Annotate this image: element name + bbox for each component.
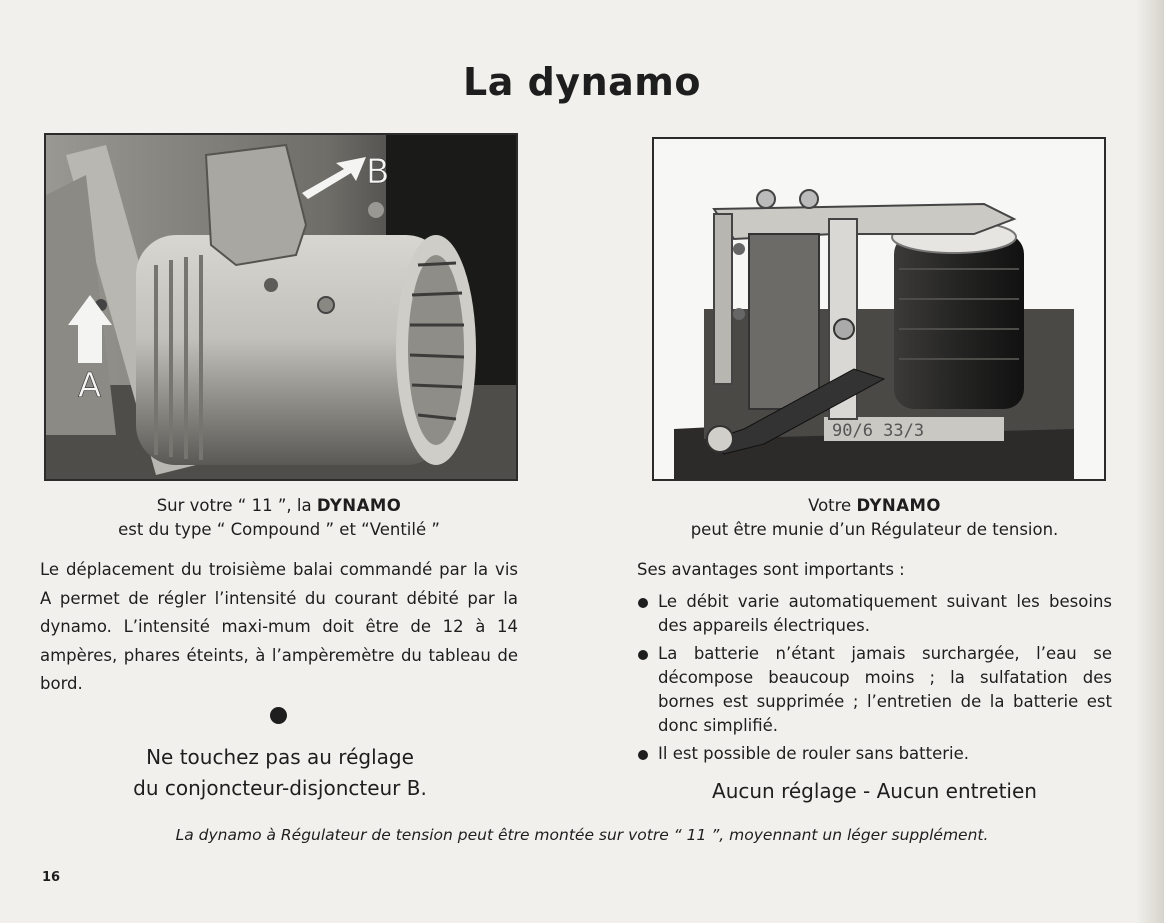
advantage-text: La batterie n’étant jamais surchargée, l’eau se décompose beaucoup moins ; la sulfatation des bornes est supprimée ; l’entretien de la batterie est donc simplifié. xyxy=(658,644,1112,735)
plate-marking: 90/6 33/3 xyxy=(832,421,925,441)
regulator-caption-intro: Votre xyxy=(808,496,857,515)
list-item xyxy=(637,590,1112,638)
regulator-illustration xyxy=(654,139,1104,479)
dynamo-illustration xyxy=(46,135,516,479)
dynamo-caption-line1 xyxy=(44,494,514,518)
list-item xyxy=(637,742,1112,766)
advantages-list xyxy=(637,590,1112,770)
footnote: La dynamo à Régulateur de tension peut être montée sur votre “ 11 ”, moyennant un léger supplément. xyxy=(175,826,989,844)
photo-label-a: A xyxy=(78,366,102,406)
page-title: La dynamo xyxy=(463,60,701,104)
no-maintenance-note: Aucun réglage - Aucun entretien xyxy=(712,779,1037,803)
bullet-icon xyxy=(638,750,648,760)
separator-dot-icon xyxy=(270,707,287,724)
photo-label-b: B xyxy=(366,152,390,192)
dynamo-description xyxy=(40,556,518,699)
bullet-icon xyxy=(638,598,648,608)
dynamo-photo xyxy=(44,133,518,481)
dynamo-caption-intro: Sur votre “ 11 ”, la xyxy=(156,496,317,515)
bullet-icon xyxy=(638,650,648,660)
regulator-caption-keyword: DYNAMO xyxy=(856,496,941,515)
warning-line2: du conjoncteur-disjoncteur B. xyxy=(133,776,427,800)
regulator-photo xyxy=(652,137,1106,481)
warning-note xyxy=(40,742,520,804)
advantage-text: Il est possible de rouler sans batterie. xyxy=(658,744,970,763)
warning-line1: Ne touchez pas au réglage xyxy=(146,745,414,769)
advantages-title: Ses avantages sont importants : xyxy=(637,560,905,579)
list-item xyxy=(637,642,1112,738)
dynamo-caption-line2: est du type “ Compound ” et “Ventilé ” xyxy=(118,520,440,539)
page-number: 16 xyxy=(42,870,61,885)
page-edge-shadow xyxy=(1136,0,1164,923)
dynamo-description-text: Le déplacement du troisième balai commandé par la vis A permet de régler l’intensité du courant débité par la dynamo. L’intensité maxi-mum doit être de 12 à 14 ampères, phares éteints, à l’ampèremètre du tableau de bord. xyxy=(40,560,518,693)
dynamo-caption xyxy=(44,494,514,542)
advantage-text: Le débit varie automatiquement suivant les besoins des appareils électriques. xyxy=(658,592,1112,635)
dynamo-caption-keyword: DYNAMO xyxy=(316,496,402,515)
regulator-caption xyxy=(637,494,1112,542)
regulator-caption-line2: peut être munie d’un Régulateur de tension. xyxy=(690,520,1059,539)
regulator-caption-line1 xyxy=(637,494,1112,518)
